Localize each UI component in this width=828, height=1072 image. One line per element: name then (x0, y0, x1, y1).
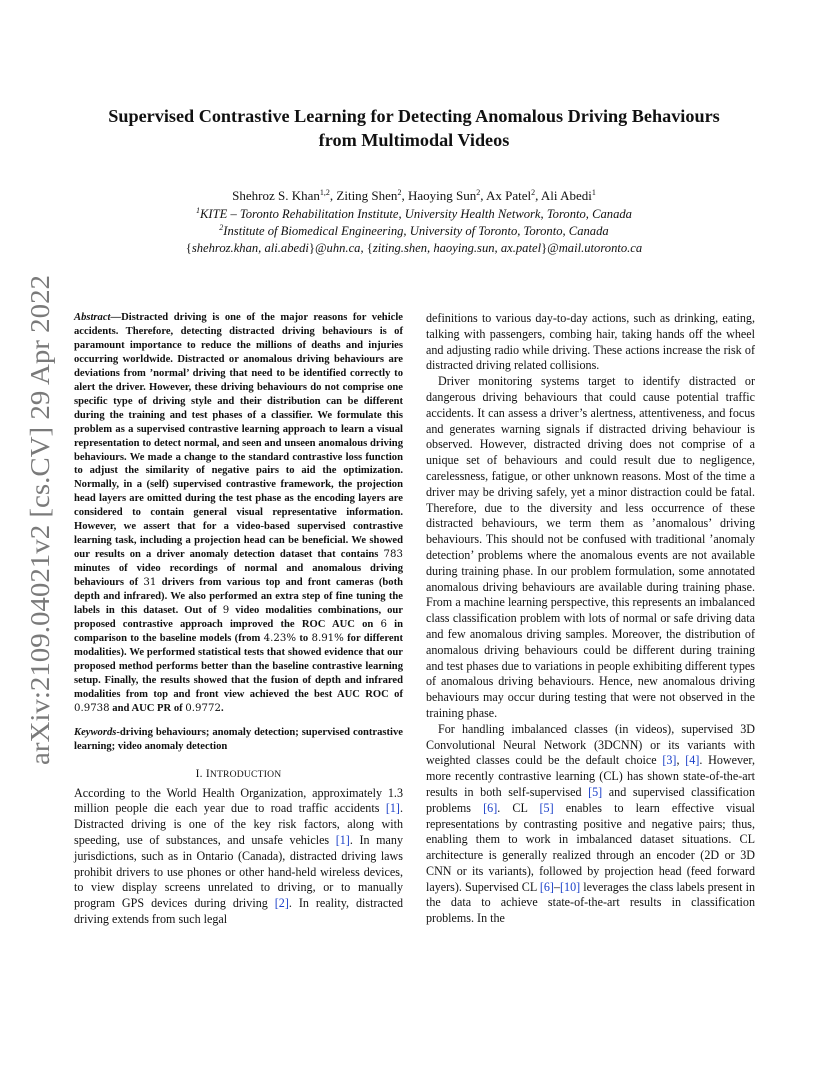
citation-link[interactable]: [5] (539, 800, 554, 815)
author-name: Ax Patel (485, 188, 532, 203)
paragraph-text: . Distracted driving is one of the key risk factors, along with speeding, use of substances, and unsafe vehicles (74, 801, 403, 847)
author-emails (70, 240, 758, 256)
author (486, 188, 541, 203)
citation-link[interactable]: [1] (335, 832, 350, 847)
keywords (74, 726, 403, 754)
author-affiliation-mark: 1,2 (319, 188, 330, 197)
affiliation-mark: 2 (219, 223, 224, 232)
author-affiliation-mark: 1 (591, 188, 596, 197)
abstract-label: Abstract (74, 312, 111, 323)
affiliation-2 (70, 223, 758, 239)
citation-link[interactable]: [1] (385, 801, 400, 816)
abstract (74, 311, 403, 716)
abstract-text: to (296, 632, 312, 644)
author-name: Ali Abedi (540, 188, 592, 203)
abstract-text: . (220, 702, 224, 714)
section-heading-introduction (74, 768, 403, 780)
paper-title (70, 104, 758, 152)
abstract-text: minutes of video recordings of normal and anomalous driving behaviours of (74, 563, 403, 589)
citation-link[interactable]: [6] (539, 879, 554, 894)
paragraph-text: According to the World Health Organization, approximately 1.3 million people die each year due to road traffic accidents (74, 785, 403, 816)
section-title-rest: NTRODUCTION (209, 768, 282, 780)
email-domain: @uhn.ca, (314, 241, 367, 255)
abstract-text: for different modalities). We performed statistical tests that showed evidence that our proposed method performs better than the baseline contrastive learning setup. Finally, the results showed that the fusion of depth and infrared modalities from top and front view achieved the best AUC ROC of (74, 632, 403, 700)
author-separator: , (401, 188, 408, 203)
author-affiliation-mark: 2 (397, 188, 402, 197)
author (232, 188, 336, 203)
citation-link[interactable]: [6] (483, 800, 498, 815)
brace-close: } (541, 241, 548, 255)
affiliation-mark: 1 (196, 206, 201, 215)
body-paragraph (426, 722, 755, 927)
author-name: Haoying Sun (407, 188, 477, 203)
paragraph-text: – (553, 879, 561, 894)
author (541, 188, 596, 203)
affiliation-text: Institute of Biomedical Engineering, University of Toronto, Toronto, Canada (223, 224, 609, 238)
citation-link[interactable]: [3] (662, 753, 677, 768)
intro-paragraph (74, 786, 403, 928)
abstract-number: 31 (143, 577, 157, 589)
left-column (74, 311, 403, 928)
paragraph-text: enables to learn effective visual representations by contrasting positive and negative pairs; thus, enabling them to work in imbalanced dataset situations. CL architecture is generally realized through an encoder (2D or 3D CNN or its variants), followed by projection head (feed forward layers). Supervised CL (426, 800, 755, 894)
abstract-number: 0.9738 (74, 702, 110, 714)
paragraph-text: For handling imbalanced classes (in videos), supervised 3D Convolutional Neural Network (3DCNN) or its variants with weighted classes could be the default choice (426, 721, 755, 768)
abstract-number: 8.91% (311, 632, 344, 644)
section-title-initial: I (205, 767, 210, 780)
author-name: Ziting Shen (336, 188, 398, 203)
abstract-number: 6 (380, 618, 387, 630)
author (408, 188, 486, 203)
arxiv-identifier-text: arXiv:2109.04021v2 [cs.CV] 29 Apr 2022 (25, 307, 55, 765)
paper-title-line: from Multimodal Videos (318, 130, 510, 150)
abstract-number: 9 (222, 605, 230, 617)
paragraph-text: leverages the class labels present in the data to achieve state-of-the-art results in classification problems. In the (426, 879, 756, 926)
author-separator: , (329, 188, 337, 203)
abstract-text: and AUC PR of (109, 702, 186, 714)
citation-link[interactable]: [2] (274, 896, 289, 911)
email-group: ziting.shen, haoying.sun, ax.patel (372, 241, 542, 255)
abstract-number: 0.9772 (185, 702, 221, 714)
abstract-number: 783 (383, 549, 403, 561)
paragraph-text: . However, more recently contrastive learning (CL) has shown state-of-the-art results in both self-supervised (426, 753, 755, 799)
abstract-text: in comparison to the baseline models (from (74, 618, 404, 644)
body-paragraph: definitions to various day-to-day actions, such as drinking, eating, talking with passengers, combing hair, taking hands off the wheel and adjusting radio while driving. These actions increase the risk of distracted driving related collisions. (426, 311, 755, 373)
abstract-text: drivers from various top and front cameras (both depth and infrared). We also performed an extra step of fine tuning the labels in this dataset. Out of (74, 577, 403, 617)
citation-link[interactable]: [4] (685, 753, 700, 768)
paragraph-text: and supervised classification problems (426, 784, 755, 815)
affiliation-text: KITE – Toronto Rehabilitation Institute, University Health Network, Toronto, Canada (200, 207, 632, 221)
citation-link[interactable]: [10] (560, 879, 581, 894)
section-number: I. (195, 767, 206, 780)
brace-open: { (366, 241, 373, 255)
brace-close: } (308, 241, 315, 255)
arxiv-identifier-stamp (18, 275, 56, 765)
citation-link[interactable]: [5] (588, 784, 603, 799)
paragraph-text: . In many jurisdictions, such as in Ontario (Canada), distracted driving laws prohibit drivers to use phones or other hand-held wireless devices, to view display screens unrelated to driving, or to manually program GPS devices during driving (74, 832, 403, 911)
author-list (70, 187, 758, 204)
keywords-label: Keywords (74, 726, 117, 738)
author-affiliation-mark: 2 (476, 188, 481, 197)
author-separator: , (535, 188, 541, 203)
author-affiliation-mark: 2 (531, 188, 536, 197)
brace-open: { (185, 241, 192, 255)
author-separator: , (480, 188, 486, 203)
keywords-text: -driving behaviours; anomaly detection; supervised contrastive learning; video anomaly detection (74, 726, 403, 752)
author-name: Shehroz S. Khan (232, 188, 320, 203)
body-paragraph: Driver monitoring systems target to identify distracted or dangerous driving behaviours that could cause potential traffic accidents. It can assess a driver’s alertness, attentiveness, and focus and generates warning signals if distracted driving behaviour is observed. However, distracted driving does not comprise of a unique set of behaviours and could result due to negligence, carelessness, fatigue, or other unknown reasons. Most of the time a driver may be driving safely, yet a minor distraction could be fatal. Therefore, due to the diversity and less occurrence of these distracted behaviours, we term them as ’anomalous’ driving behaviours. This should not be confused with traditional ’anomaly detection’ problems where the anomalous events are not available during training phase. In our problem formulation, some annotated anomalous driving behaviours are available during training phase. From a machine learning perspective, this represents an imbalanced class classification problem with lots of normal or safe driving data and few anomalous driving samples. Moreover, the distribution of anomalous driving behaviours could be different during training and test phases due to variations in people exhibiting different types of anomalous driving behaviours. Hence, new anomalous driving behaviours may occur during testing that were not observed in the training phase. (426, 374, 755, 720)
abstract-dash: — (110, 312, 122, 323)
paragraph-text: , (676, 753, 686, 768)
paragraph-text: . In reality, distracted driving extends from such legal (74, 896, 404, 926)
email-group: shehroz.khan, ali.abedi (191, 241, 309, 255)
paragraph-text: . CL (497, 800, 540, 815)
affiliation-1 (70, 206, 758, 222)
paper-title-line: Supervised Contrastive Learning for Detecting Anomalous Driving Behaviours (108, 106, 720, 126)
email-domain: @mail.utoronto.ca (547, 241, 643, 255)
abstract-text: video modalities combinations, our proposed contrastive approach improved the ROC AUC on (74, 605, 403, 630)
abstract-number: 4.23% (263, 632, 297, 644)
abstract-text: Distracted driving is one of the major reasons for vehicle accidents. Therefore, detecting distracted driving behaviours is of paramount importance to reduce the millions of deaths and injuries occurring worldwide. Distracted or anomalous driving behaviours are deviations from ’normal’ driving that need to be identified correctly to alert the driver. However, these driving behaviours do not comprise one specific type of driving style and their distribution can be different during the training and test phases of a classifier. We formulate this problem as a supervised contrastive learning approach to learn a visual representation to detect normal, and seen and unseen anomalous driving behaviours. We made a change to the standard contrastive loss function to adjust the similarity of negative pairs to aid the optimization. Normally, in a (self) supervised contrastive framework, the projection head layers are omitted during the test phase as the encoding layers are considered to contain general visual representative information. However, we assert that for a video-based supervised contrastive learning task, including a projection head can be beneficial. We showed our results on a driver anomaly detection dataset that contains (74, 312, 403, 561)
right-column (426, 311, 755, 927)
author (336, 188, 408, 203)
